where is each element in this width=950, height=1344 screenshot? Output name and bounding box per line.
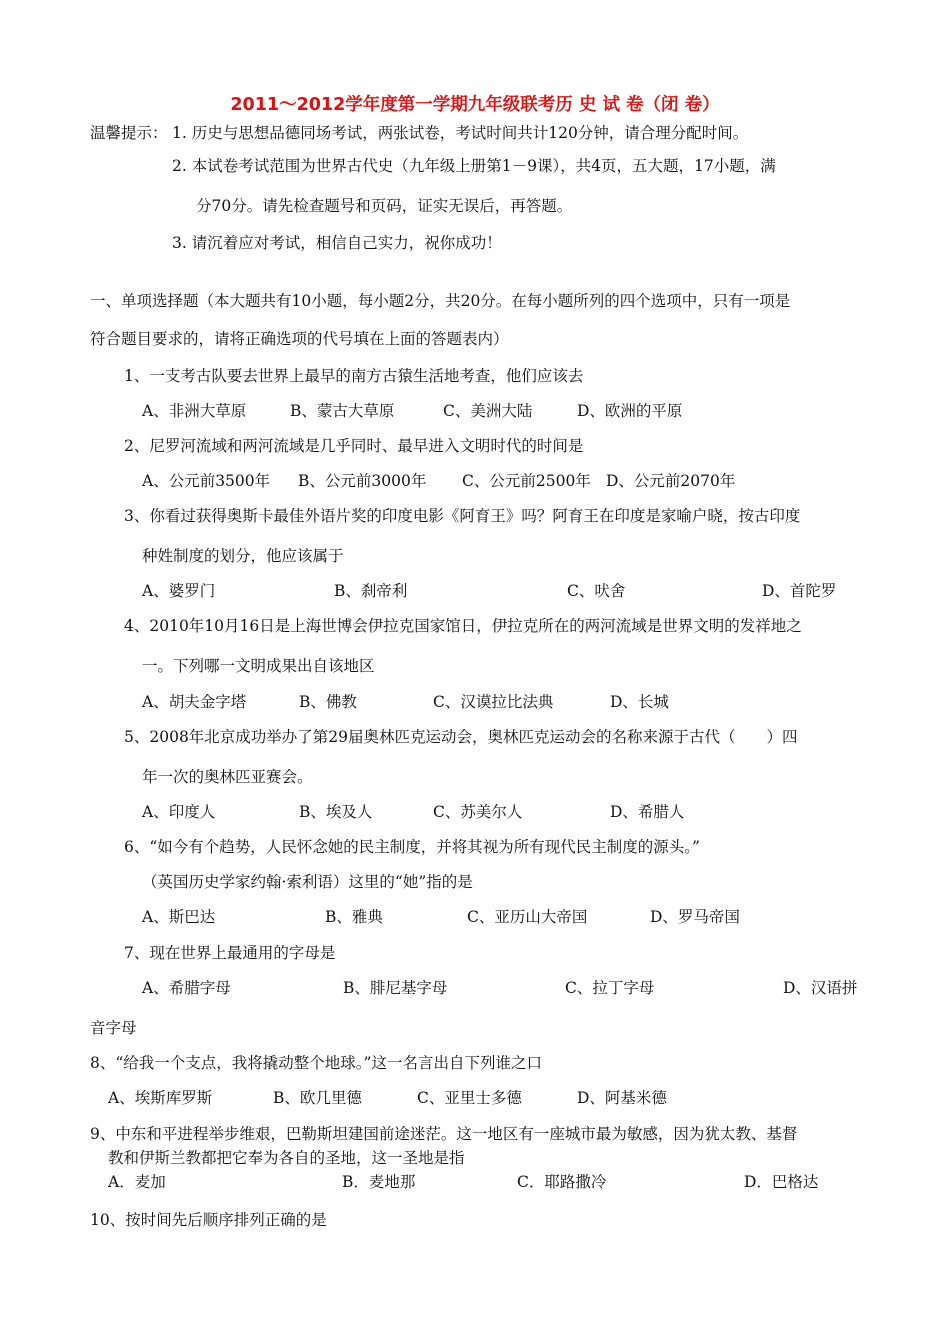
- note-2-cont: 分70分。请先检查题号和页码，证实无误后，再答题。: [196, 197, 573, 215]
- q4-option-b: B、佛教: [299, 693, 357, 711]
- question-6: 6、“如今有个趋势，人民怀念她的民主制度，并将其视为所有现代民主制度的源头。”: [124, 838, 700, 856]
- q9-option-a: A．麦加: [108, 1173, 166, 1191]
- exam-title: 2011～2012学年度第一学期九年级联考历 史 试 卷（闭 卷）: [230, 95, 720, 115]
- question-1: 1、一支考古队要去世界上最早的南方古猿生活地考查，他们应该去: [124, 367, 584, 385]
- q9-option-b: B．麦地那: [342, 1173, 416, 1191]
- q5-option-d: D、希腊人: [610, 803, 685, 821]
- q3-option-a: A、婆罗门: [142, 582, 216, 600]
- q5-option-c: C、苏美尔人: [433, 803, 523, 821]
- q7-option-b: B、腓尼基字母: [343, 979, 448, 997]
- q4-option-c: C、汉谟拉比法典: [433, 693, 554, 711]
- question-9-cont: 教和伊斯兰教都把它奉为各自的圣地，这一圣地是指: [108, 1149, 465, 1167]
- question-6-cont: （英国历史学家约翰·索利语）这里的“她”指的是: [142, 873, 473, 891]
- section-line-2: 符合题目要求的，请将正确选项的代号填在上面的答题表内）: [90, 330, 509, 348]
- question-9: 9、中东和平进程举步维艰，巴勒斯坦建国前途迷茫。这一地区有一座城市最为敏感，因为犹太教、基督: [90, 1125, 798, 1143]
- q8-option-a: A、埃斯库罗斯: [108, 1089, 213, 1107]
- q4-option-a: A、胡夫金字塔: [142, 693, 247, 711]
- q2-option-b: B、公元前3000年: [298, 472, 427, 490]
- question-4: 4、2010年10月16日是上海世博会伊拉克国家馆日，伊拉克所在的两河流域是世界文明的发祥地之: [124, 617, 802, 635]
- question-5: 5、2008年北京成功举办了第29届奥林匹克运动会，奥林匹克运动会的名称来源于古代（ ）四: [124, 728, 798, 746]
- q1-option-c: C、美洲大陆: [443, 402, 533, 420]
- q6-option-a: A、斯巴达: [142, 908, 216, 926]
- q6-option-d: D、罗马帝国: [650, 908, 740, 926]
- q5-option-a: A、印度人: [142, 803, 216, 821]
- q3-option-b: B、刹帝利: [334, 582, 408, 600]
- question-8: 8、“给我一个支点，我将撬动整个地球。”这一名言出自下列谁之口: [90, 1054, 542, 1072]
- note-2: 2. 本试卷考试范围为世界古代史（九年级上册第1－9课），共4页，五大题，17小题，满: [172, 157, 776, 175]
- note-3: 3. 请沉着应对考试，相信自己实力，祝你成功！: [172, 234, 502, 252]
- q6-option-b: B、雅典: [325, 908, 383, 926]
- q9-option-c: C．耶路撒冷: [517, 1173, 607, 1191]
- question-7: 7、现在世界上最通用的字母是: [124, 944, 336, 962]
- question-2: 2、尼罗河流域和两河流域是几乎同时、最早进入文明时代的时间是: [124, 437, 584, 455]
- question-3-cont: 种姓制度的划分，他应该属于: [142, 547, 344, 565]
- q9-option-d: D．巴格达: [744, 1173, 819, 1191]
- q2-option-d: D、公元前2070年: [606, 472, 736, 490]
- q3-option-c: C、吠舍: [567, 582, 626, 600]
- notes-lead: 温馨提示：: [90, 124, 168, 142]
- question-4-cont: 一。下列哪一文明成果出自该地区: [142, 657, 375, 675]
- q8-option-d: D、阿基米德: [577, 1089, 667, 1107]
- q7-option-d-wrap: 音字母: [90, 1019, 137, 1037]
- note-1: 1. 历史与思想品德同场考试，两张试卷，考试时间共计120分钟，请合理分配时间。: [172, 124, 749, 142]
- q1-option-a: A、非洲大草原: [142, 402, 247, 420]
- q5-option-b: B、埃及人: [299, 803, 373, 821]
- section-line-1: 一、单项选择题（本大题共有10小题，每小题2分，共20分。在每小题所列的四个选项中，只有一项是: [90, 292, 791, 310]
- q7-option-a: A、希腊字母: [142, 979, 231, 997]
- q1-option-d: D、欧洲的平原: [577, 402, 683, 420]
- q1-option-b: B、蒙古大草原: [290, 402, 395, 420]
- q4-option-d: D、长城: [610, 693, 669, 711]
- question-3: 3、你看过获得奥斯卡最佳外语片奖的印度电影《阿育王》吗？阿育王在印度是家喻户晓，按古印度: [124, 507, 801, 525]
- q7-option-c: C、拉丁字母: [565, 979, 655, 997]
- q8-option-c: C、亚里士多德: [417, 1089, 522, 1107]
- q3-option-d: D、首陀罗: [762, 582, 837, 600]
- q7-option-d: D、汉语拼: [783, 979, 858, 997]
- q2-option-c: C、公元前2500年: [462, 472, 591, 490]
- q2-option-a: A、公元前3500年: [142, 472, 271, 490]
- question-5-cont: 年一次的奥林匹亚赛会。: [142, 768, 313, 786]
- q8-option-b: B、欧几里德: [273, 1089, 362, 1107]
- question-10: 10、按时间先后顺序排列正确的是: [90, 1211, 327, 1229]
- q6-option-c: C、亚历山大帝国: [467, 908, 588, 926]
